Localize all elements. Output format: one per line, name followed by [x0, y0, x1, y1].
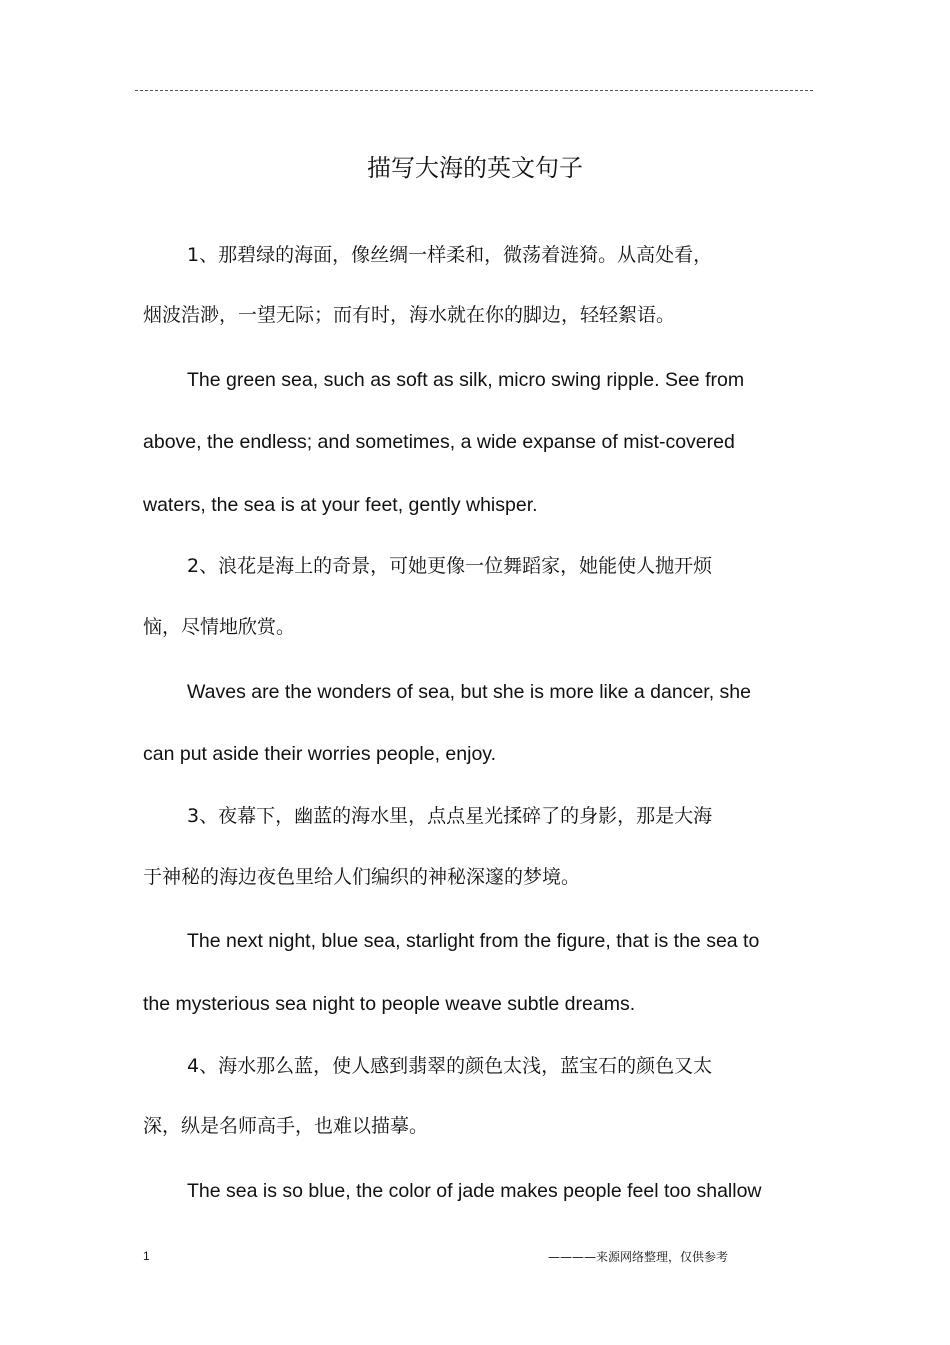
paragraph-3-cn-line-1: 3、夜幕下，幽蓝的海水里，点点星光揉碎了的身影，那是大海 [187, 805, 713, 827]
paragraph-3-en-line-2: the mysterious sea night to people weave subtle dreams. [143, 993, 636, 1015]
paragraph-1-cn-line-1: 1、那碧绿的海面，像丝绸一样柔和，微荡着涟猗。从高处看， [187, 244, 713, 266]
paragraph-3-cn-line-2: 于神秘的海边夜色里给人们编织的神秘深邃的梦境。 [143, 866, 581, 888]
paragraph-1-en-line-1: The green sea, such as soft as silk, micro swing ripple. See from [187, 369, 745, 391]
source-note: ————来源网络整理，仅供参考 [548, 1250, 729, 1264]
paragraph-4-cn-line-2: 深，纵是名师高手，也难以描摹。 [143, 1115, 429, 1137]
paragraph-4-cn-line-1: 4、海水那么蓝，使人感到翡翠的颜色太浅，蓝宝石的颜色又太 [187, 1055, 713, 1077]
paragraph-1-en-line-3: waters, the sea is at your feet, gently whisper. [143, 494, 538, 516]
paragraph-2-en-line-2: can put aside their worries people, enjoy. [143, 743, 497, 765]
document-title: 描写大海的英文句子 [367, 154, 583, 182]
paragraph-3-en-line-1: The next night, blue sea, starlight from the figure, that is the sea to [187, 930, 760, 952]
paragraph-2-en-line-1: Waves are the wonders of sea, but she is more like a dancer, she [187, 681, 751, 703]
paragraph-2-cn-line-1: 2、浪花是海上的奇景，可她更像一位舞蹈家，她能使人抛开烦 [187, 555, 713, 577]
paragraph-4-en-line-1: The sea is so blue, the color of jade makes people feel too shallow [187, 1180, 762, 1202]
paragraph-1-cn-line-2: 烟波浩渺，一望无际；而有时，海水就在你的脚边，轻轻絮语。 [143, 304, 676, 326]
page-number: 1 [143, 1249, 150, 1263]
paragraph-1-en-line-2: above, the endless; and sometimes, a wide expanse of mist-covered [143, 431, 735, 453]
header-rule [135, 90, 813, 91]
paragraph-2-cn-line-2: 恼，尽情地欣赏。 [143, 616, 296, 638]
